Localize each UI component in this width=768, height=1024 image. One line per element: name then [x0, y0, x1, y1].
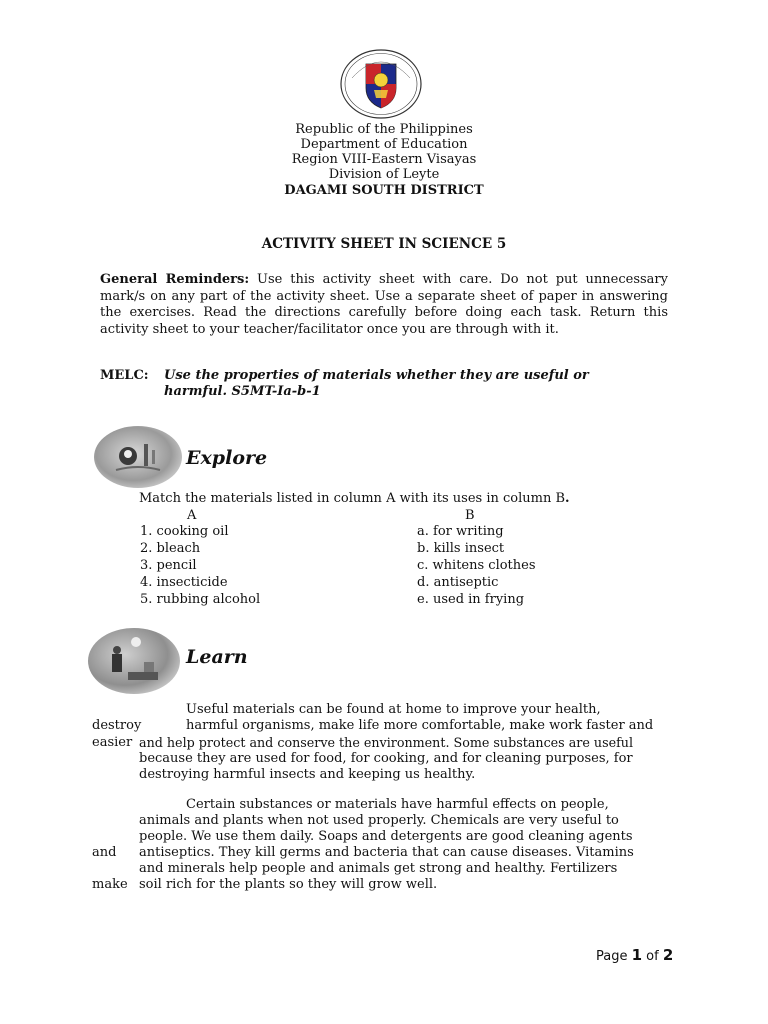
column-b-item: b. kills insect	[417, 541, 505, 556]
total-pages: 2	[662, 946, 674, 964]
of-word: of	[642, 949, 663, 964]
learn-p2-margin-word: make	[92, 877, 128, 892]
learn-p2-line-1: Certain substances or materials have harmful effects on people,	[186, 797, 609, 812]
general-reminders	[100, 272, 668, 338]
deped-seal	[338, 48, 424, 120]
learn-p1-line-1: Useful materials can be found at home to improve your health,	[186, 702, 601, 717]
learn-p1-margin-word: destroy	[92, 718, 142, 733]
column-a-item: 2. bleach	[140, 541, 201, 556]
explore-instruction-text: Match the materials listed in column A with its uses in column B	[139, 491, 566, 506]
page-title: ACTIVITY SHEET IN SCIENCE 5	[261, 236, 507, 252]
column-a-item: 5. rubbing alcohol	[140, 592, 261, 607]
explore-image	[94, 426, 182, 488]
learn-p2-line-6: soil rich for the plants so they will grow well.	[139, 877, 438, 892]
melc-label: MELC:	[100, 368, 149, 383]
column-a-item: 3. pencil	[140, 558, 197, 573]
learn-p2-line-3: people. We use them daily. Soaps and detergents are good cleaning agents	[139, 829, 633, 844]
page-word: Page	[596, 949, 632, 964]
column-b-item: c. whitens clothes	[417, 558, 536, 573]
explore-heading: Explore	[186, 447, 268, 469]
header-line-2: Department of Education	[300, 137, 468, 152]
learn-p1-line-2: harmful organisms, make life more comfortable, make work faster and	[186, 718, 654, 733]
column-a-item: 4. insecticide	[140, 575, 228, 590]
learn-p2-line-4: antiseptics. They kill germs and bacteria that can cause diseases. Vitamins	[139, 845, 634, 860]
reminders-text: Use this activity sheet with care. Do not put unnecessary mark/s on any part of the activity sheet. Use a separate sheet of paper in answering the exercises. Read the directions carefully before doing each task. Return this activity sheet to your teacher/facilitator once you are through with it.	[100, 272, 668, 337]
column-a-header: A	[187, 508, 197, 523]
explore-instruction-period: .	[565, 491, 570, 506]
learn-p1-margin-word: easier	[92, 735, 133, 750]
learn-heading: Learn	[186, 646, 248, 668]
learn-p1-line-5: destroying harmful insects and keeping us healthy.	[139, 767, 476, 782]
page-number	[596, 946, 673, 964]
explore-instruction	[139, 491, 570, 506]
column-b-item: a. for writing	[417, 524, 504, 539]
header-line-4: Division of Leyte	[328, 167, 440, 182]
learn-p1-line-4: because they are used for food, for cooking, and for cleaning purposes, for	[139, 751, 633, 766]
column-b-item: d. antiseptic	[417, 575, 499, 590]
header-line-1: Republic of the Philippines	[295, 122, 473, 137]
header-line-3: Region VIII-Eastern Visayas	[291, 152, 477, 167]
district-name: DAGAMI SOUTH DISTRICT	[284, 183, 484, 198]
current-page: 1	[631, 946, 643, 964]
learn-p1-line-3: and help protect and conserve the environment. Some substances are useful	[139, 735, 634, 750]
learn-p2-line-2: animals and plants when not used properly. Chemicals are very useful to	[139, 813, 619, 828]
reminders-label: General Reminders:	[100, 272, 250, 287]
learn-image	[88, 628, 180, 694]
learn-p2-line-5: and minerals help people and animals get strong and healthy. Fertilizers	[139, 861, 618, 876]
melc-line-2: harmful. S5MT-Ia-b-1	[164, 384, 321, 399]
learn-p2-margin-word: and	[92, 845, 117, 860]
column-b-header: B	[465, 508, 475, 523]
column-b-item: e. used in frying	[417, 592, 525, 607]
column-a-item: 1. cooking oil	[140, 524, 229, 539]
melc-line-1: Use the properties of materials whether they are useful or	[164, 368, 589, 383]
